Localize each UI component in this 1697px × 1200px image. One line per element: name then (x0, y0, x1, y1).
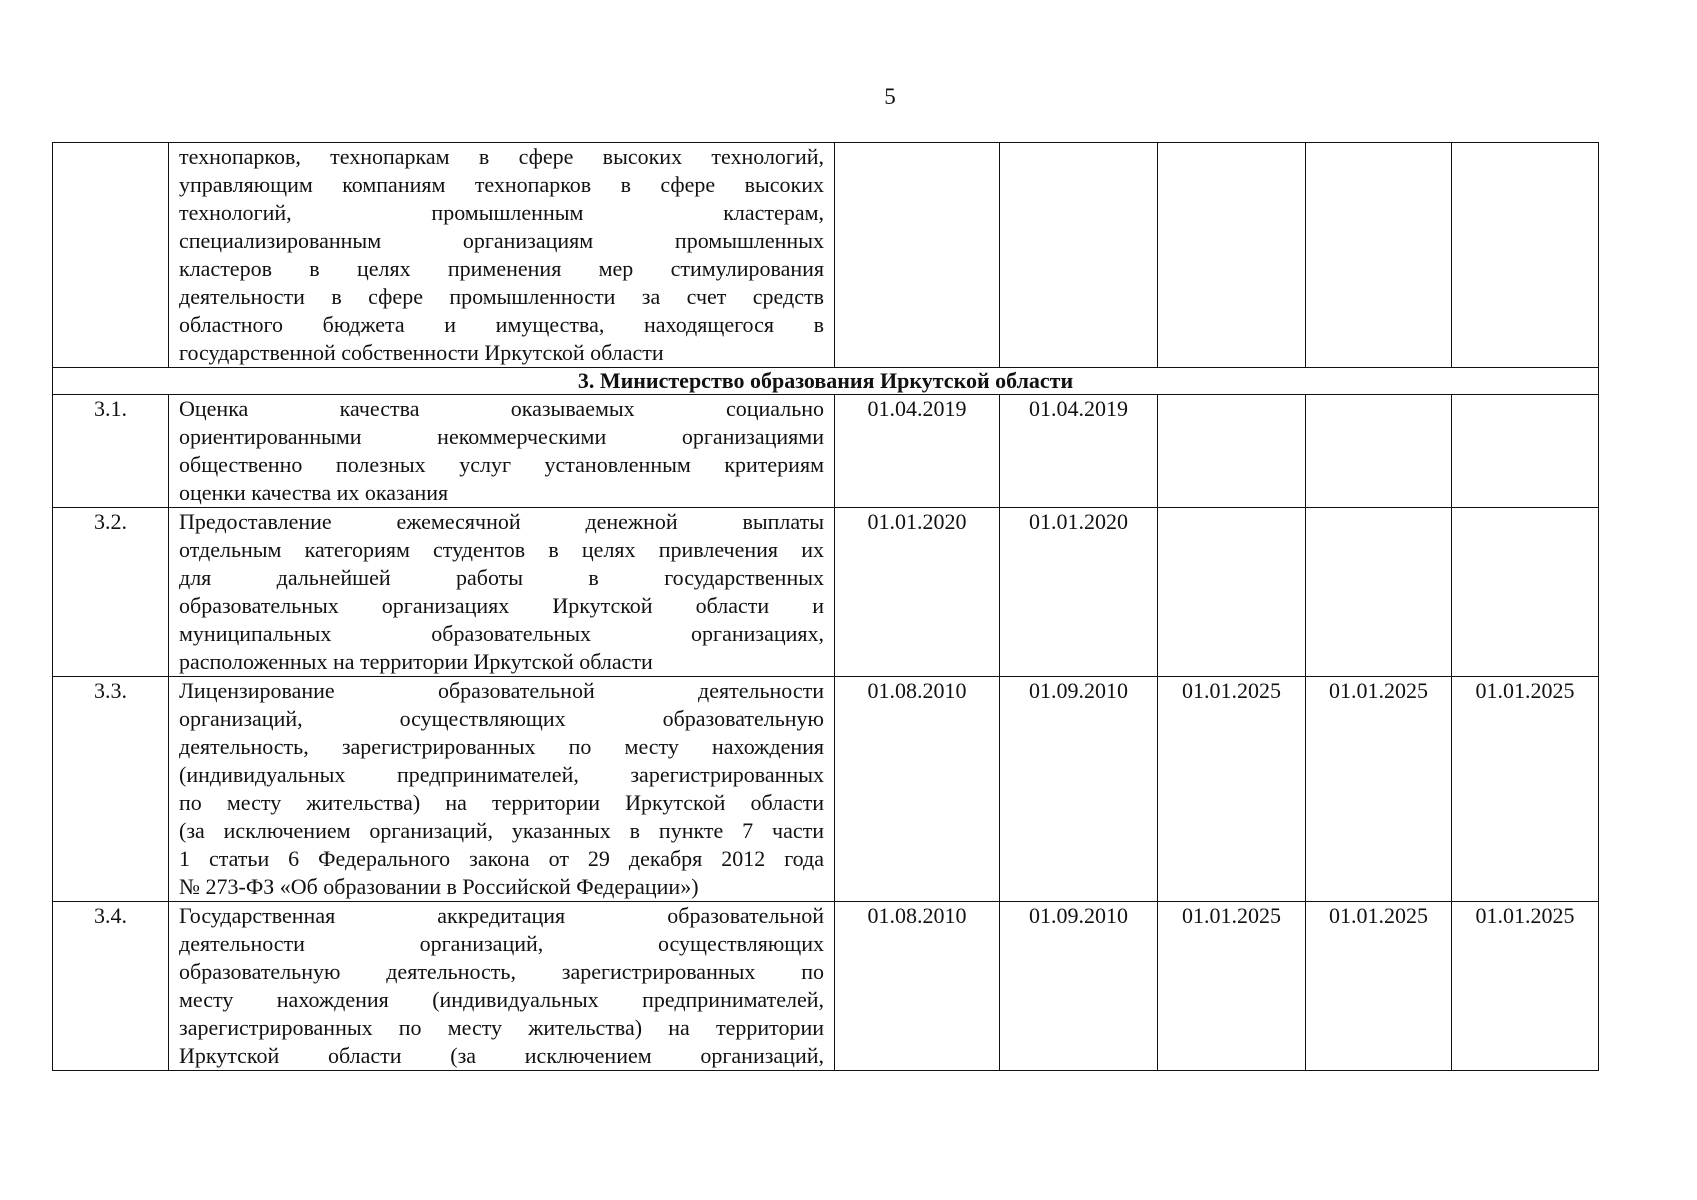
table-row (53, 395, 1599, 508)
row-number: 3.3. (53, 677, 169, 902)
date-cell: 01.09.2010 (1000, 902, 1158, 1071)
description-line: (за исключением организаций, указанных в пункте 7 части (179, 818, 824, 843)
row-description (169, 395, 835, 508)
row-description (169, 902, 835, 1071)
row-description (169, 143, 835, 368)
description-line: Предоставление ежемесячной денежной выплаты (179, 509, 824, 534)
description-line: Иркутской области (за исключением организаций, (179, 1043, 824, 1068)
row-description (169, 677, 835, 902)
description-line: управляющим компаниям технопарков в сфере высоких (179, 172, 824, 197)
description-line: для дальнейшей работы в государственных (179, 565, 824, 590)
date-cell (1158, 143, 1306, 368)
description-line: образовательных организациях Иркутской области и (179, 593, 824, 618)
date-cell: 01.01.2025 (1306, 902, 1452, 1071)
description-line: оценки качества их оказания (179, 480, 449, 505)
date-cell: 01.09.2010 (1000, 677, 1158, 902)
date-cell: 01.01.2025 (1158, 902, 1306, 1071)
description-line: образовательную деятельность, зарегистрированных по (179, 959, 824, 984)
date-cell: 01.04.2019 (835, 395, 1000, 508)
date-cell: 01.01.2020 (1000, 508, 1158, 677)
description-line: деятельность, зарегистрированных по месту нахождения (179, 734, 824, 759)
description-line: технологий, промышленным кластерам, (179, 200, 824, 225)
date-cell (1306, 395, 1452, 508)
description-line: отдельным категориям студентов в целях привлечения их (179, 537, 824, 562)
date-cell: 01.01.2025 (1452, 902, 1599, 1071)
date-cell (1306, 508, 1452, 677)
date-cell: 01.01.2025 (1306, 677, 1452, 902)
description-line: кластеров в целях применения мер стимулирования (179, 256, 824, 281)
table-row-continuation (53, 143, 1599, 368)
description-line: Государственная аккредитация образовательной (179, 903, 824, 928)
table-row (53, 508, 1599, 677)
row-number: 3.1. (53, 395, 169, 508)
section-heading-row (53, 368, 1599, 395)
description-line: № 273-ФЗ «Об образовании в Российской Федерации») (179, 874, 699, 899)
date-cell: 01.04.2019 (1000, 395, 1158, 508)
date-cell: 01.01.2025 (1158, 677, 1306, 902)
description-line: областного бюджета и имущества, находящегося в (179, 312, 824, 337)
description-line: технопарков, технопаркам в сфере высоких технологий, (179, 144, 824, 169)
date-cell (1452, 508, 1599, 677)
description-line: по месту жительства) на территории Иркутской области (179, 790, 824, 815)
date-cell (1158, 395, 1306, 508)
description-line: (индивидуальных предпринимателей, зарегистрированных (179, 762, 824, 787)
description-line: деятельности в сфере промышленности за счет средств (179, 284, 824, 309)
date-cell (1306, 143, 1452, 368)
description-line: зарегистрированных по месту жительства) на территории (179, 1015, 824, 1040)
section-heading: 3. Министерство образования Иркутской области (53, 368, 1599, 395)
row-number-cell (53, 143, 169, 368)
description-line: Лицензирование образовательной деятельности (179, 678, 824, 703)
description-line: ориентированными некоммерческими организациями (179, 424, 824, 449)
page-number: 5 (884, 84, 896, 109)
row-description (169, 508, 835, 677)
description-line: организаций, осуществляющих образовательную (179, 706, 824, 731)
row-number: 3.4. (53, 902, 169, 1071)
measures-table (52, 142, 1599, 1071)
date-cell (1158, 508, 1306, 677)
description-line: месту нахождения (индивидуальных предпринимателей, (179, 987, 824, 1012)
description-line: 1 статьи 6 Федерального закона от 29 декабря 2012 года (179, 846, 824, 871)
date-cell (1452, 143, 1599, 368)
description-line: муниципальных образовательных организациях, (179, 621, 824, 646)
date-cell (1000, 143, 1158, 368)
date-cell: 01.01.2020 (835, 508, 1000, 677)
description-line: специализированным организациям промышленных (179, 228, 824, 253)
date-cell: 01.01.2025 (1452, 677, 1599, 902)
row-number: 3.2. (53, 508, 169, 677)
date-cell (1452, 395, 1599, 508)
date-cell: 01.08.2010 (835, 677, 1000, 902)
description-line: общественно полезных услуг установленным критериям (179, 452, 824, 477)
date-cell (835, 143, 1000, 368)
table-row (53, 677, 1599, 902)
description-line: расположенных на территории Иркутской области (179, 649, 653, 674)
date-cell: 01.08.2010 (835, 902, 1000, 1071)
description-line: Оценка качества оказываемых социально (179, 396, 824, 421)
table-row (53, 902, 1599, 1071)
description-line: деятельности организаций, осуществляющих (179, 931, 824, 956)
description-line: государственной собственности Иркутской области (179, 340, 664, 365)
